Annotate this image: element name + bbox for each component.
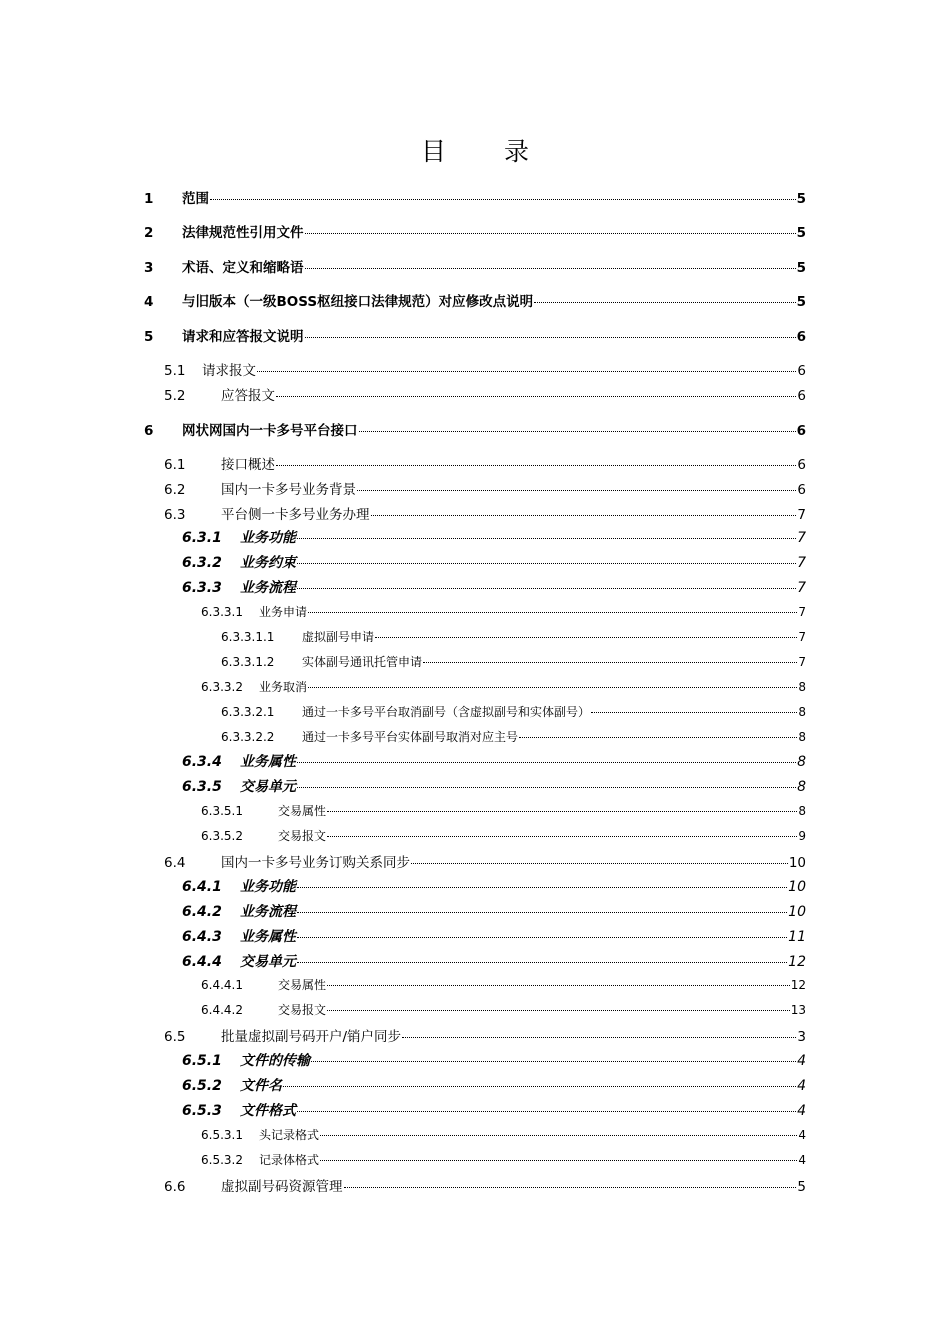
toc-title: 业务申请 — [259, 605, 308, 619]
toc-number: 6.3.3.2.2 — [221, 730, 275, 744]
toc-number: 6.3.5.1 — [201, 804, 243, 818]
toc-page-number: 6 — [797, 363, 806, 379]
toc-entry[interactable] — [182, 527, 806, 547]
toc-page-number: 8 — [797, 754, 806, 770]
toc-page-number: 7 — [797, 580, 806, 596]
toc-entry[interactable] — [182, 1075, 806, 1095]
toc-entry[interactable] — [221, 653, 806, 670]
toc-title: 文件的传输 — [240, 1053, 310, 1069]
toc-number: 5 — [144, 329, 154, 345]
toc-number: 6.3.5.2 — [201, 829, 243, 843]
toc-title: 交易单元 — [240, 779, 296, 795]
toc-entry[interactable] — [201, 827, 806, 844]
toc-number: 6.5.2 — [182, 1078, 222, 1094]
toc-number: 6.3.3.2 — [201, 680, 243, 694]
toc-entry[interactable] — [182, 552, 806, 572]
toc-page-number: 8 — [798, 705, 806, 719]
toc-entry[interactable] — [201, 1151, 806, 1168]
toc-title: 范围 — [182, 191, 209, 207]
toc-title: 业务流程 — [240, 580, 296, 596]
toc-page-number: 4 — [797, 1078, 806, 1094]
toc-title: 平台侧一卡多号业务办理 — [221, 507, 370, 523]
toc-title: 交易属性 — [278, 978, 327, 992]
toc-entry[interactable] — [144, 419, 806, 439]
toc-number: 6.1 — [164, 457, 186, 473]
toc-number: 6.5.3.1 — [201, 1128, 243, 1142]
toc-number: 3 — [144, 260, 154, 276]
toc-page-number: 10 — [788, 904, 806, 920]
toc-title: 业务取消 — [259, 680, 308, 694]
toc-entry[interactable] — [201, 802, 806, 819]
toc-number: 6.4.1 — [182, 879, 222, 895]
toc-page-number: 4 — [798, 1128, 806, 1142]
toc-entry[interactable] — [182, 951, 806, 971]
toc-page-number: 7 — [798, 655, 806, 669]
toc-entry[interactable] — [144, 187, 806, 207]
toc-entry[interactable] — [221, 628, 806, 645]
toc-page-number: 6 — [797, 457, 806, 473]
toc-entry[interactable] — [182, 776, 806, 796]
toc-title: 请求和应答报文说明 — [182, 329, 304, 345]
toc-entry[interactable] — [164, 384, 806, 404]
toc-title: 交易报文 — [278, 1003, 327, 1017]
toc-number: 6.2 — [164, 482, 186, 498]
toc-page-number: 8 — [798, 804, 806, 818]
toc-number: 6.4.2 — [182, 904, 222, 920]
toc-title: 接口概述 — [221, 457, 275, 473]
toc-page-number: 6 — [796, 329, 806, 345]
toc-entry[interactable] — [164, 359, 806, 379]
toc-entry[interactable] — [221, 728, 806, 745]
toc-number: 4 — [144, 294, 154, 310]
toc-number: 2 — [144, 225, 154, 241]
toc-page-number: 3 — [797, 1029, 806, 1045]
toc-number: 6.4 — [164, 855, 186, 871]
toc-title: 通过一卡多号平台实体副号取消对应主号 — [302, 730, 519, 744]
toc-title: 实体副号通讯托管申请 — [302, 655, 423, 669]
toc-entry[interactable] — [164, 453, 806, 473]
toc-page-number: 6 — [797, 482, 806, 498]
toc-number: 6.5.3.2 — [201, 1153, 243, 1167]
toc-title: 国内一卡多号业务背景 — [221, 482, 356, 498]
toc-title: 业务功能 — [240, 879, 296, 895]
toc-number: 6.5 — [164, 1029, 186, 1045]
toc-number: 6.3.3.2.1 — [221, 705, 275, 719]
toc-title: 交易属性 — [278, 804, 327, 818]
toc-page-number: 11 — [788, 929, 806, 945]
toc-entry[interactable] — [164, 851, 806, 871]
toc-number: 6.3.1 — [182, 530, 222, 546]
toc-title: 虚拟副号申请 — [302, 630, 375, 644]
toc-title: 虚拟副号码资源管理 — [221, 1179, 343, 1195]
toc-page-number: 7 — [797, 507, 806, 523]
toc-entry[interactable] — [201, 976, 806, 993]
toc-page-number: 4 — [797, 1103, 806, 1119]
toc-entry[interactable] — [144, 256, 806, 276]
toc-number: 6.3.3 — [182, 580, 222, 596]
toc-title: 请求报文 — [202, 363, 256, 379]
toc-page-number: 7 — [798, 630, 806, 644]
toc-entry[interactable] — [144, 325, 806, 345]
toc-page-number: 8 — [798, 680, 806, 694]
toc-entry[interactable] — [201, 1001, 806, 1018]
toc-title: 交易单元 — [240, 954, 296, 970]
toc-page-number: 7 — [797, 530, 806, 546]
toc-page-number: 5 — [796, 260, 806, 276]
toc-entry[interactable] — [201, 1126, 806, 1143]
toc-title: 文件格式 — [240, 1103, 296, 1119]
toc-page-number: 4 — [797, 1053, 806, 1069]
toc-title: 批量虚拟副号码开户/销户同步 — [221, 1029, 402, 1045]
toc-page-number: 5 — [796, 191, 806, 207]
toc-title: 业务流程 — [240, 904, 296, 920]
toc-title: 业务属性 — [240, 929, 296, 945]
toc-entry[interactable] — [182, 1100, 806, 1120]
toc-entry[interactable] — [164, 503, 806, 523]
toc-entry[interactable] — [221, 703, 806, 720]
toc-number: 6.3.4 — [182, 754, 222, 770]
toc-title: 业务约束 — [240, 555, 296, 571]
toc-title: 业务属性 — [240, 754, 296, 770]
toc-number: 6.3.3.1 — [201, 605, 243, 619]
toc-title: 文件名 — [240, 1078, 282, 1094]
title-char-1: 目 — [420, 137, 446, 166]
toc-title: 通过一卡多号平台取消副号（含虚拟副号和实体副号） — [302, 705, 591, 719]
toc-title: 法律规范性引用文件 — [182, 225, 304, 241]
toc-number: 6.6 — [164, 1179, 186, 1195]
toc-entry[interactable] — [164, 1025, 806, 1045]
toc-entry[interactable] — [182, 926, 806, 946]
toc-entry[interactable] — [182, 751, 806, 771]
toc-title: 业务功能 — [240, 530, 296, 546]
toc-page-number: 9 — [798, 829, 806, 843]
toc-entry[interactable] — [201, 678, 806, 695]
toc-page-number: 6 — [797, 388, 806, 404]
toc-title: 头记录格式 — [259, 1128, 320, 1142]
toc-number: 6 — [144, 423, 154, 439]
toc-page-number: 5 — [796, 225, 806, 241]
toc-number: 6.5.3 — [182, 1103, 222, 1119]
toc-page-number: 8 — [798, 730, 806, 744]
toc-entry[interactable] — [182, 577, 806, 597]
toc-title: 交易报文 — [278, 829, 327, 843]
toc-page-number: 5 — [797, 1179, 806, 1195]
toc-number: 1 — [144, 191, 154, 207]
toc-number: 6.4.3 — [182, 929, 222, 945]
toc-page-number: 7 — [798, 605, 806, 619]
toc-title: 应答报文 — [221, 388, 275, 404]
toc-page-number: 13 — [790, 1003, 806, 1017]
toc-entry[interactable] — [182, 901, 806, 921]
toc-number: 6.5.1 — [182, 1053, 222, 1069]
toc-title: 与旧版本（一级BOSS枢纽接口法律规范）对应修改点说明 — [182, 294, 534, 310]
toc-number: 6.4.4 — [182, 954, 222, 970]
toc-page-number: 6 — [796, 423, 806, 439]
toc-entry[interactable] — [182, 1050, 806, 1070]
toc-number: 5.1 — [164, 363, 186, 379]
toc-number: 5.2 — [164, 388, 186, 404]
toc-entry[interactable] — [182, 876, 806, 896]
toc-entry[interactable] — [144, 290, 806, 310]
toc-number: 6.3.5 — [182, 779, 222, 795]
toc-page-number: 12 — [788, 954, 806, 970]
toc-number: 6.3.3.1.2 — [221, 655, 275, 669]
toc-page-number: 7 — [797, 555, 806, 571]
toc-page-number: 10 — [788, 855, 806, 871]
toc-page-number: 5 — [796, 294, 806, 310]
toc-page-number: 4 — [798, 1153, 806, 1167]
toc-entry[interactable] — [164, 478, 806, 498]
toc-number: 6.3.3.1.1 — [221, 630, 275, 644]
title-char-2: 录 — [504, 137, 530, 166]
toc-entry[interactable] — [201, 603, 806, 620]
toc-number: 6.3 — [164, 507, 186, 523]
toc-page-number: 8 — [797, 779, 806, 795]
toc-number: 6.4.4.1 — [201, 978, 243, 992]
toc-title: 记录体格式 — [259, 1153, 320, 1167]
toc-page-number: 12 — [790, 978, 806, 992]
toc-entry[interactable] — [144, 221, 806, 241]
toc-title: 网状网国内一卡多号平台接口 — [182, 423, 358, 439]
toc-number: 6.4.4.2 — [201, 1003, 243, 1017]
toc-number: 6.3.2 — [182, 555, 222, 571]
toc-entry[interactable] — [164, 1175, 806, 1195]
toc-page-number: 10 — [788, 879, 806, 895]
toc-title: 术语、定义和缩略语 — [182, 260, 304, 276]
toc-title: 国内一卡多号业务订购关系同步 — [221, 855, 410, 871]
